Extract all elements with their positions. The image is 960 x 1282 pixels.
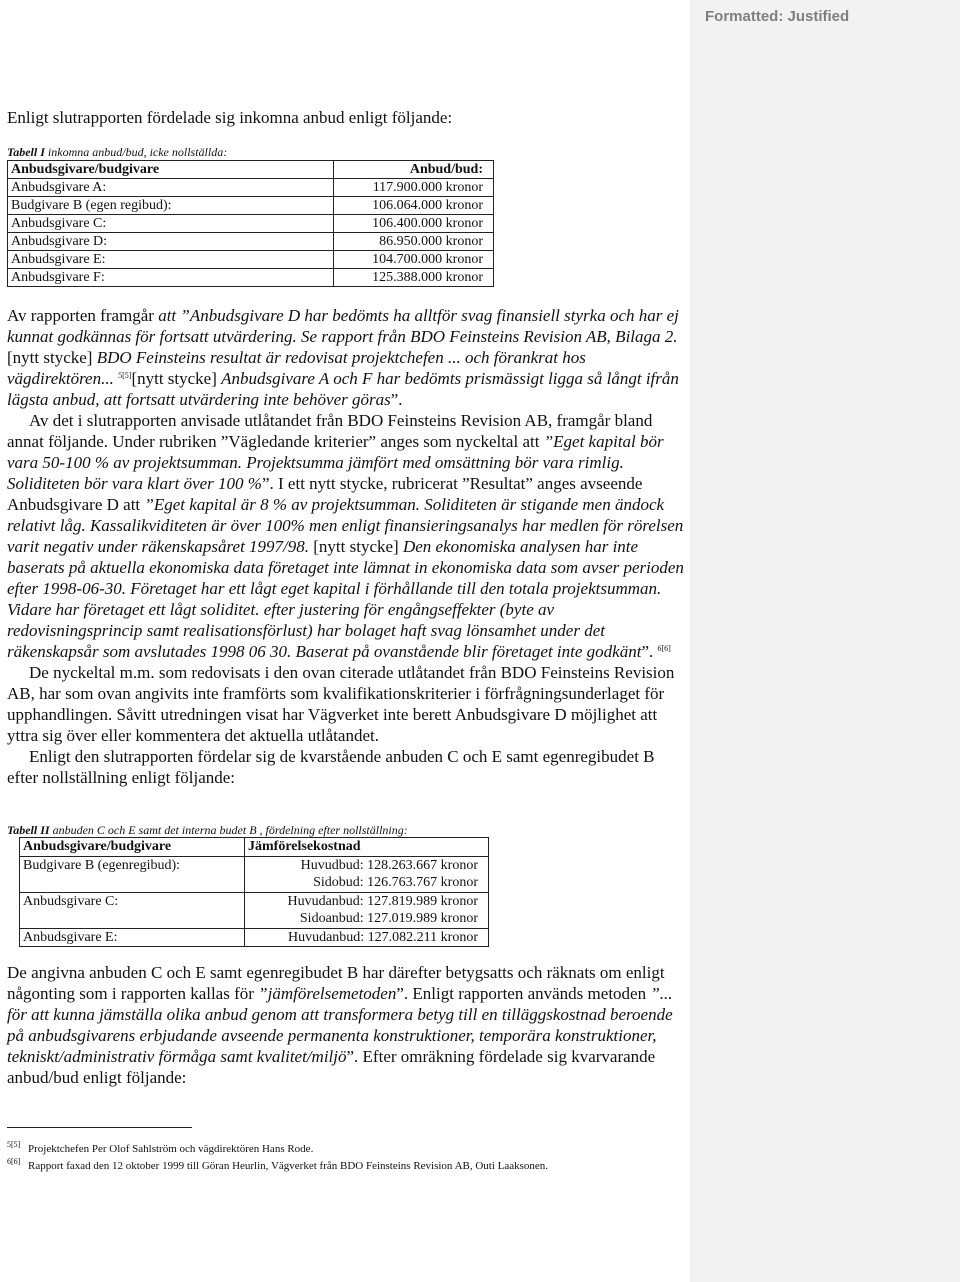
table-row [20,856,489,892]
table-row [20,928,489,947]
paragraph-key-figures: De nyckeltal m.m. som redovisats i den ovan citerade utlåtandet från BDO Feinsteins Revision AB, har som ovan angivits inte framförts som kvalifikationskriterier i förfrågningsunderlaget för upphandlingen. Såvitt utredningen visat har Vägverket inte berett Anbudsgivare D möjlighet att yttra sig över eller kommentera det aktuella utlåtandet. [7,663,675,745]
paragraph-comparison-method: De angivna anbuden C och E samt egenregibudet B har därefter betygsatts och räknats om enligt någonting som i rapporten kallas för ”jämförelsemetoden”. Enligt rapporten används metoden ”... för att kunna jämställa olika anbud genom att transformera betyg till en tilläggskostnad beroende på anbudsgivarens erbjudande avseende permanenta konstruktioner, temporära konstruktioner, tekniskt/administrativ förmåga samt kvalitet/miljö”. Efter omräkning fördelade sig kvarvarande anbud/bud enligt följande: [7,963,673,1087]
header-bid: Anbud/bud: [334,161,494,179]
comment-margin [690,0,960,1282]
cost-cell: Huvudanbud: 127.819.989 kronor Sidoanbud: 127.019.989 kronor [245,892,489,928]
bidder-cell: Anbudsgivare F: [8,269,334,287]
bidder-cell: Anbudsgivare C: [8,215,334,233]
header-bidder: Anbudsgivare/budgivare [20,838,245,857]
table1-caption: Tabell I inkomna anbud/bud, icke nollställda: [7,145,228,159]
table-row [20,892,489,928]
footnote-ref-5: 5[5] [118,371,132,380]
table-row [8,179,494,197]
table-header-row [8,161,494,179]
bidder-cell: Anbudsgivare E: [20,928,245,947]
footnote-mark: 6[6] [7,1157,21,1166]
bidder-cell: Anbudsgivare A: [8,179,334,197]
footnote-text: Projektchefen Per Olof Sahlström och vägdirektören Hans Rode. [28,1143,314,1155]
table2-caption: Tabell II anbuden C och E samt det interna budet B , fördelning efter nollställning: [7,823,408,837]
header-bidder: Anbudsgivare/budgivare [8,161,334,179]
bidder-cell: Anbudsgivare D: [8,233,334,251]
header-comparison-cost: Jämförelsekostnad [245,838,489,857]
table-row [8,215,494,233]
formatting-note: Formatted: Justified [705,8,850,25]
body-text-2 [7,962,687,1088]
footnote-mark: 5[5] [7,1140,21,1149]
bid-cell: 106.064.000 kronor [334,197,494,215]
bids-table [7,160,494,287]
cost-cell: Huvudanbud: 127.082.211 kronor [245,928,489,947]
table-header-row [20,838,489,857]
bid-cell: 106.400.000 kronor [334,215,494,233]
bidder-cell: Anbudsgivare C: [20,892,245,928]
body-text [7,305,687,788]
footnote-text: Rapport faxad den 12 oktober 1999 till Göran Heurlin, Vägverket från BDO Feinsteins Revision AB, Outi Laaksonen. [28,1160,549,1172]
bidder-cell: Budgivare B (egen regibud): [8,197,334,215]
intro-text: Enligt slutrapporten fördelade sig inkomna anbud enligt följande: [7,108,453,127]
table-row [8,197,494,215]
table-row [8,251,494,269]
comparison-table [19,837,489,947]
paragraph-report-findings: Av rapporten framgår att ”Anbudsgivare D har bedömts ha alltför svag finansiell styrka och har ej kunnat godkännas för fortsatt utvärdering. Se rapport från BDO Feinsteins Revision AB, Bilaga 2. [nytt stycke] BDO Feinsteins resultat är redovisat projektchefen ... och förankrat hos vägdirektören... $^{5[5]}$[nytt stycke] Anbudsgivare A och F har bedömts prismässigt ligga så långt ifrån lägsta anbud, att fortsatt utvärdering inte behöver göras”. [7,306,679,409]
bidder-cell: Anbudsgivare E: [8,251,334,269]
bid-cell: 117.900.000 kronor [334,179,494,197]
bidder-cell: Budgivare B (egenregibud): [20,856,245,892]
paragraph-bdo-statement: Av det i slutrapporten anvisade utlåtandet från BDO Feinsteins Revision AB, framgår bland annat följande. Under rubriken ”Vägledande kriterier” anges som nyckeltal att ”Eget kapital bör vara 50-100 % av projektsumman. Projektsumma jämfört med omsättning bör vara rimlig. Soliditeten bör vara klart över 100 %”. I ett nytt stycke, rubricerat ”Resultat” anges avseende Anbudsgivare D att ”Eget kapital är 8 % av projektsumman. Soliditeten är stigande men ändock relativt låg. Kassalikviditeten är över 100% men enligt finansieringsanalys har medlen för rörelsen varit negativ under räkenskapsåret 1997/98. [nytt stycke] Den ekonomiska analysen har inte baserats på aktuella ekonomiska data företaget inte lämnat in ekonomiska data som avser perioden efter 1998-06-30. Företaget har ett lågt eget kapital i förhållande till den totala projektsumman. Vidare har företaget ett lågt soliditet. efter justering för engångseffekter (byte av redovisningsprincip samt realisationsförlust) har bolaget haft svag lönsamhet under det räkenskapsår som avslutades 1998 06 30. Baserat på ovanstående blir företaget inte godkänt”. $^{6[6]}$ [7,411,684,661]
bid-cell: 86.950.000 kronor [334,233,494,251]
footnote-separator [7,1127,192,1128]
footnote-ref-6: 6[6] [657,644,671,653]
cost-cell: Huvudbud: 128.263.667 kronor Sidobud: 126.763.767 kronor [245,856,489,892]
table-row [8,269,494,287]
bid-cell: 125.388.000 kronor [334,269,494,287]
paragraph-remaining-bids: Enligt den slutrapporten fördelar sig de kvarstående anbuden C och E samt egenregibudet B efter nollställning enligt följande: [7,747,655,787]
table-row [8,233,494,251]
bid-cell: 104.700.000 kronor [334,251,494,269]
